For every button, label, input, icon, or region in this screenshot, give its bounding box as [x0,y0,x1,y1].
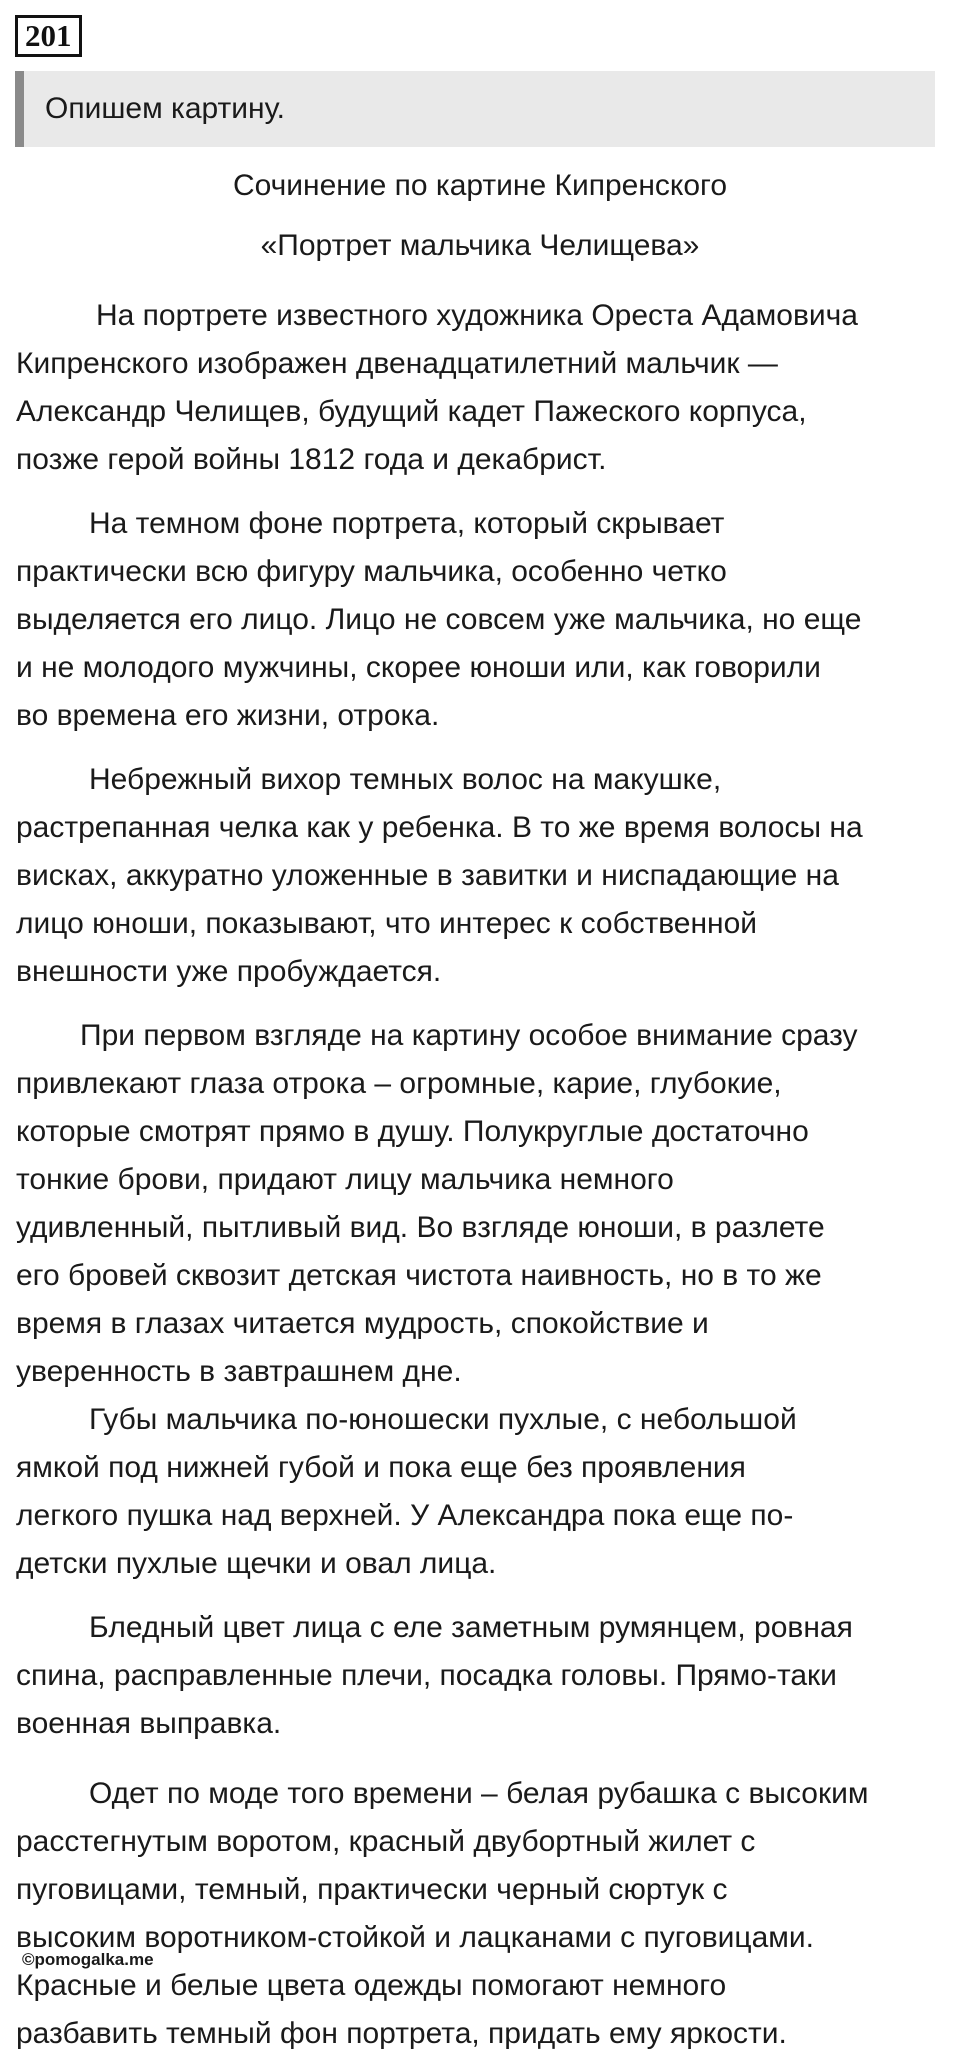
essay-line: детски пухлые щечки и овал лица. [16,1547,497,1580]
essay-line: Небрежный вихор темных волос на макушке, [89,763,722,796]
essay-line: разбавить темный фон портрета, придать ему яркости. [16,2017,787,2050]
task-banner [15,71,935,147]
essay-line: ямкой под нижней губой и пока еще без проявления [16,1451,746,1484]
essay-line: Александр Челищев, будущий кадет Пажеского корпуса, [16,395,807,428]
essay-line: растрепанная челка как у ребенка. В то же время волосы на [16,811,863,844]
essay-line: На темном фоне портрета, который скрывает [89,507,725,540]
essay-line: позже герой войны 1812 года и декабрист. [16,443,607,476]
essay-line: удивленный, пытливый вид. Во взгляде юноши, в разлете [16,1211,825,1244]
essay-line: При первом взгляде на картину особое внимание сразу [80,1019,858,1052]
essay-line: тонкие брови, придают лицу мальчика немного [16,1163,674,1196]
essay-line: внешности уже пробуждается. [16,955,442,988]
essay-line: Красные и белые цвета одежды помогают немного [16,1969,727,2002]
essay-title-line-1: Сочинение по картине Кипренского [232,169,728,202]
essay-line: уверенность в завтрашнем дне. [16,1355,462,1388]
essay-line: практически всю фигуру мальчика, особенно четко [16,555,727,588]
exercise-number: 201 [15,15,82,57]
essay-line: спина, расправленные плечи, посадка головы. Прямо-таки [16,1659,837,1692]
essay-line: Бледный цвет лица с еле заметным румянцем, ровная [89,1611,853,1644]
essay-line: Одет по моде того времени – белая рубашка с высоким [89,1777,869,1810]
essay-title-line-2: «Портрет мальчика Челищева» [260,229,700,262]
essay-line: которые смотрят прямо в душу. Полукруглые достаточно [16,1115,809,1148]
essay-line: пуговицами, темный, практически черный сюртук с [16,1873,728,1906]
essay-line: привлекают глаза отрока – огромные, карие, глубокие, [16,1067,782,1100]
essay-line: выделяется его лицо. Лицо не совсем уже мальчика, но еще [16,603,862,636]
essay-line: Губы мальчика по-юношески пухлые, с небольшой [89,1403,797,1436]
essay-line: время в глазах читается мудрость, спокойствие и [16,1307,709,1340]
essay-line: Кипренского изображен двенадцатилетний мальчик — [16,347,778,380]
essay-line: На портрете известного художника Ореста Адамовича [96,299,858,332]
essay-line: высоким воротником-стойкой и лацканами с пуговицами. [16,1921,815,1954]
task-text: Опишем картину. [45,92,285,125]
essay-line: висках, аккуратно уложенные в завитки и ниспадающие на [16,859,839,892]
essay-line: легкого пушка над верхней. У Александра пока еще по- [16,1499,794,1532]
essay-line: и не молодого мужчины, скорее юноши или, как говорили [16,651,821,684]
essay-line: расстегнутым воротом, красный двубортный жилет с [16,1825,756,1858]
essay-line: его бровей сквозит детская чистота наивность, но в то же [16,1259,822,1292]
essay-line: военная выправка. [16,1707,282,1740]
essay-line: лицо юноши, показывают, что интерес к собственной [16,907,758,940]
watermark: ©pomogalka.me [22,1950,154,1969]
essay-line: во времена его жизни, отрока. [16,699,440,732]
